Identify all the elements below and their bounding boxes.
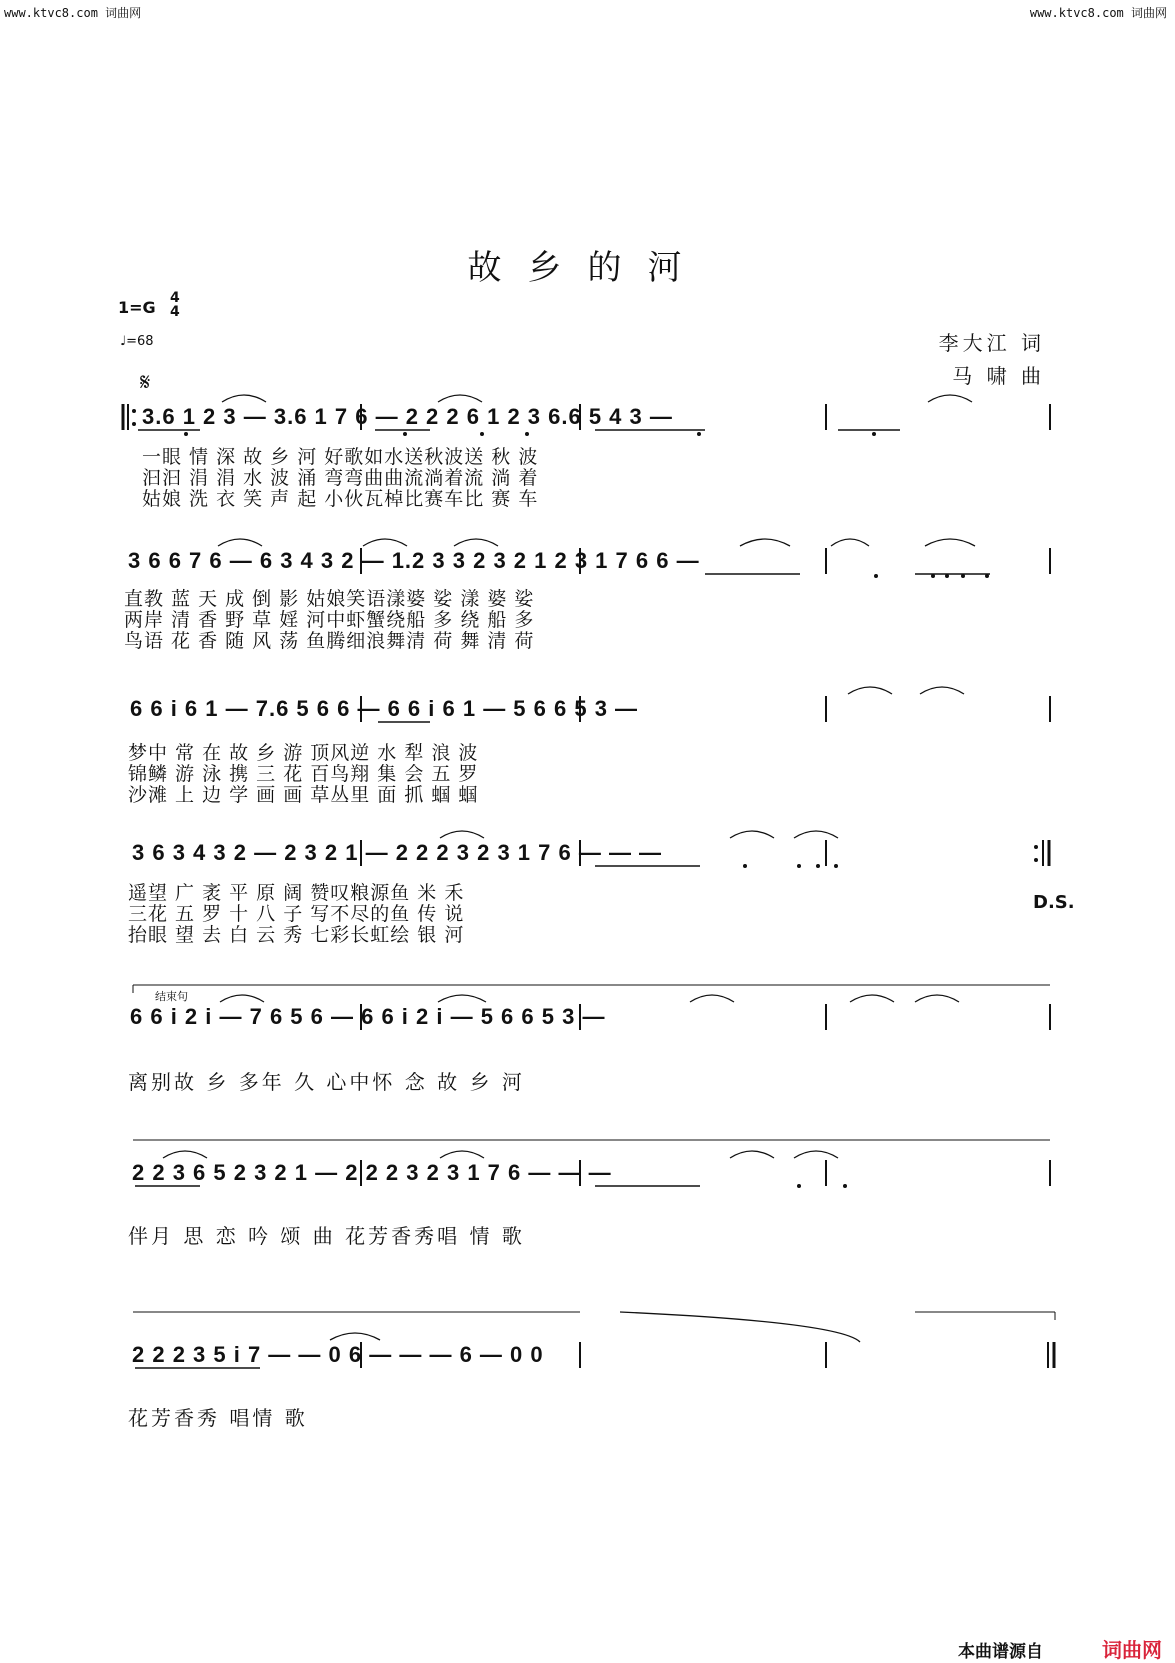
lyric-system-2-verse-1: 直教 蓝 天 成 倒 影 姑娘笑语漾婆 娑 漾 婆 娑 [124, 588, 535, 610]
lyric-system-4-verse-1: 遥望 广 袤 平 原 阔 赞叹粮源鱼 米 禾 [128, 882, 465, 904]
lyric-system-1-verse-2: 汩汩 涓 涓 水 波 涌 弯弯曲曲流淌着流 淌 着 [142, 467, 539, 489]
footer-site-logo[interactable]: 词曲网 [1102, 1638, 1162, 1662]
composer: 马 啸 曲 [952, 364, 1045, 388]
lyric-system-4-verse-2: 三花 五 罗 十 八 子 写不尽的鱼 传 说 [128, 903, 465, 925]
lyric-system-1-verse-3: 姑娘 洗 衣 笑 声 起 小伙瓦棹比赛车比 赛 车 [142, 488, 539, 510]
lyric-system-5: 离别故 乡 多年 久 心中怀 念 故 乡 河 [128, 1070, 525, 1094]
notes-system-4: 3 6 3 4 3 2 — 2 3 2 1 — 2 2 2 3 2 3 1 7 6 — — — [132, 840, 663, 865]
lyric-system-3-verse-3: 沙滩 上 边 学 画 画 草丛里 面 抓 蝈 蝈 [128, 784, 479, 806]
footer-source: 本曲谱源自 [958, 1642, 1043, 1662]
notes-system-6: 2 2 3 6 5 2 3 2 1 — 2 2 2 3 2 3 1 7 6 — — — [132, 1160, 612, 1185]
lyric-system-2-verse-2: 两岸 清 香 野 草 婬 河中虾蟹绕船 多 绕 船 多 [124, 609, 535, 631]
header-right: www.ktvc8.com 词曲网 [1029, 6, 1167, 20]
tempo-marking: ♩=68 [120, 334, 154, 349]
ending-label: 结束句 [155, 990, 188, 1003]
time-top: 4 [170, 290, 180, 306]
notes-system-5: 6 6 i 2 i — 7 6 5 6 — 6 6 i 2 i — 5 6 6 5 3 — [130, 1004, 606, 1029]
notes-system-1: 3.6 1 2 3 — 3.6 1 7 6 — 2 2 2 6 1 2 3 6.6 5 4 3 — [142, 404, 673, 429]
quarter-note-icon: ♩ [120, 334, 127, 349]
key-signature: 1=G [118, 298, 156, 317]
lyric-system-2-verse-3: 鸟语 花 香 随 风 荡 鱼腾细浪舞清 荷 舞 清 荷 [124, 630, 535, 652]
page-title: 故乡的河 [467, 248, 708, 288]
notes-system-2: 3 6 6 7 6 — 6 3 4 3 2 — 1.2 3 3 2 3 2 1 2 3 1 7 6 6 — [128, 548, 700, 573]
lyric-system-3-verse-1: 梦中 常 在 故 乡 游 顶风逆 水 犁 浪 波 [128, 742, 479, 764]
lyric-system-3-verse-2: 锦鳞 游 泳 携 三 花 百鸟翔 集 会 五 罗 [128, 763, 479, 785]
header-left: www.ktvc8.com 词曲网 [4, 6, 142, 20]
lyric-system-6: 伴月 思 恋 吟 颂 曲 花芳香秀唱 情 歌 [128, 1224, 525, 1248]
lyric-system-4-verse-3: 抬眼 望 去 白 云 秀 七彩长虹绘 银 河 [128, 924, 465, 946]
lyricist: 李大江 词 [938, 331, 1045, 355]
notes-system-7: 2 2 2 3 5 i 7 — — 0 6 — — — 6 — 0 0 [132, 1342, 544, 1367]
segno-icon: 𝄋 [140, 368, 151, 396]
lyric-system-7: 花芳香秀 唱情 歌 [128, 1406, 308, 1430]
notes-system-3: 6 6 i 6 1 — 7.6 5 6 6 — 6 6 i 6 1 — 5 6 6 5 3 — [130, 696, 639, 721]
ds-marking: D.S. [1033, 892, 1075, 913]
lyric-system-1-verse-1: 一眼 情 深 故 乡 河 好歌如水送秋波送 秋 波 [142, 446, 539, 468]
time-bottom: 4 [170, 304, 180, 320]
